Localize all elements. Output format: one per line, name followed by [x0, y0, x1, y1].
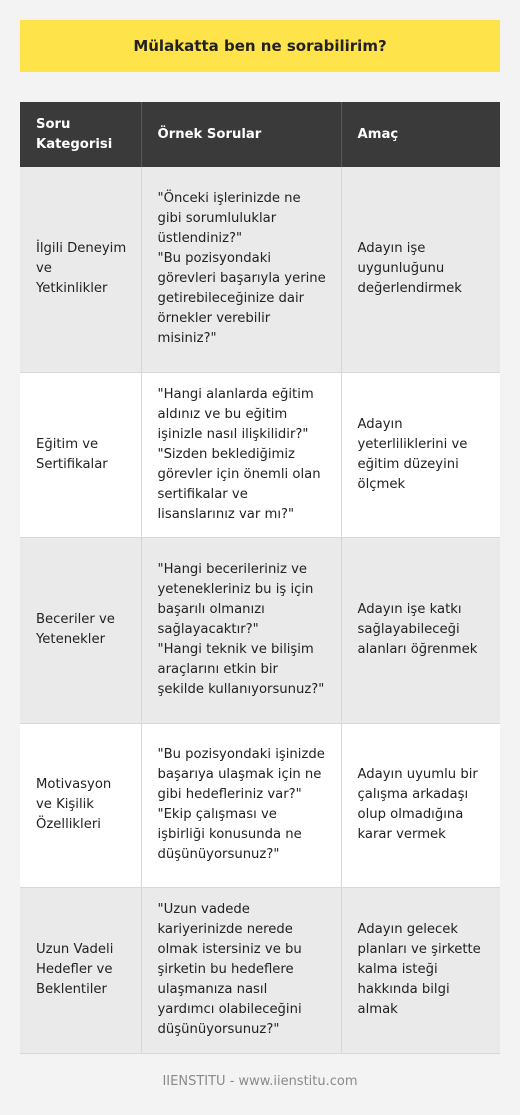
page-title: Mülakatta ben ne sorabilirim?	[20, 20, 500, 72]
question-text: "Hangi becerileriniz ve yetenekleriniz bu iş için başarılı olmanızı sağlayacaktır?"	[157, 562, 314, 637]
questions-cell	[141, 537, 341, 723]
question-text: "Bu pozisyondaki görevleri başarıyla yerine getirebileceğinize dair örnekler verebilir misiniz?"	[157, 251, 326, 347]
question-text: "Önceki işlerinizde ne gibi sorumluluklar üstlendiniz?"	[157, 191, 301, 247]
questions-table	[20, 102, 500, 1054]
category-cell: Beceriler ve Yetenekler	[20, 537, 141, 723]
question-text: "Hangi alanlarda eğitim aldınız ve bu eğitim işinizle nasıl ilişkilidir?"	[157, 386, 314, 442]
question-text: "Bu pozisyondaki işinizde başarıya ulaşmak için ne gibi hedefleriniz var?"	[157, 747, 325, 802]
purpose-cell: Adayın uyumlu bir çalışma arkadaşı olup olmadığına karar vermek	[341, 723, 500, 887]
purpose-cell: Adayın işe uygunluğunu değerlendirmek	[341, 167, 500, 372]
header-category: Soru Kategorisi	[20, 102, 141, 167]
header-purpose: Amaç	[341, 102, 500, 167]
table-row	[20, 887, 500, 1053]
category-cell: Uzun Vadeli Hedefler ve Beklentiler	[20, 887, 141, 1053]
purpose-cell: Adayın gelecek planları ve şirkette kalma isteği hakkında bilgi almak	[341, 887, 500, 1053]
table-row	[20, 167, 500, 372]
questions-cell	[141, 167, 341, 372]
table-row	[20, 723, 500, 887]
table-header-row	[20, 102, 500, 167]
purpose-cell: Adayın işe katkı sağlayabileceği alanları öğrenmek	[341, 537, 500, 723]
questions-cell	[141, 372, 341, 537]
category-cell: Eğitim ve Sertifikalar	[20, 372, 141, 537]
category-cell: Motivasyon ve Kişilik Özellikleri	[20, 723, 141, 887]
question-text: "Hangi teknik ve bilişim araçlarını etkin bir şekilde kullanıyorsunuz?"	[157, 642, 325, 697]
purpose-cell: Adayın yeterliliklerini ve eğitim düzeyini ölçmek	[341, 372, 500, 537]
question-text: "Ekip çalışması ve işbirliği konusunda ne düşünüyorsunuz?"	[157, 807, 302, 862]
table-row	[20, 537, 500, 723]
question-text: "Sizden beklediğimiz görevler için önemli olan sertifikalar ve lisanslarınız var mı?"	[157, 446, 321, 522]
questions-cell	[141, 723, 341, 887]
category-cell: İlgili Deneyim ve Yetkinlikler	[20, 167, 141, 372]
questions-cell	[141, 887, 341, 1053]
table-row	[20, 372, 500, 537]
header-example-questions: Örnek Sorular	[141, 102, 341, 167]
question-text: "Uzun vadede kariyerinizde nerede olmak istersiniz ve bu şirketin bu hedeflere ulaşmanıza nasıl yardımcı olabileceğini düşünüyorsunuz?"	[157, 902, 302, 1037]
footer-credit: IIENSTITU - www.iienstitu.com	[162, 1074, 358, 1089]
